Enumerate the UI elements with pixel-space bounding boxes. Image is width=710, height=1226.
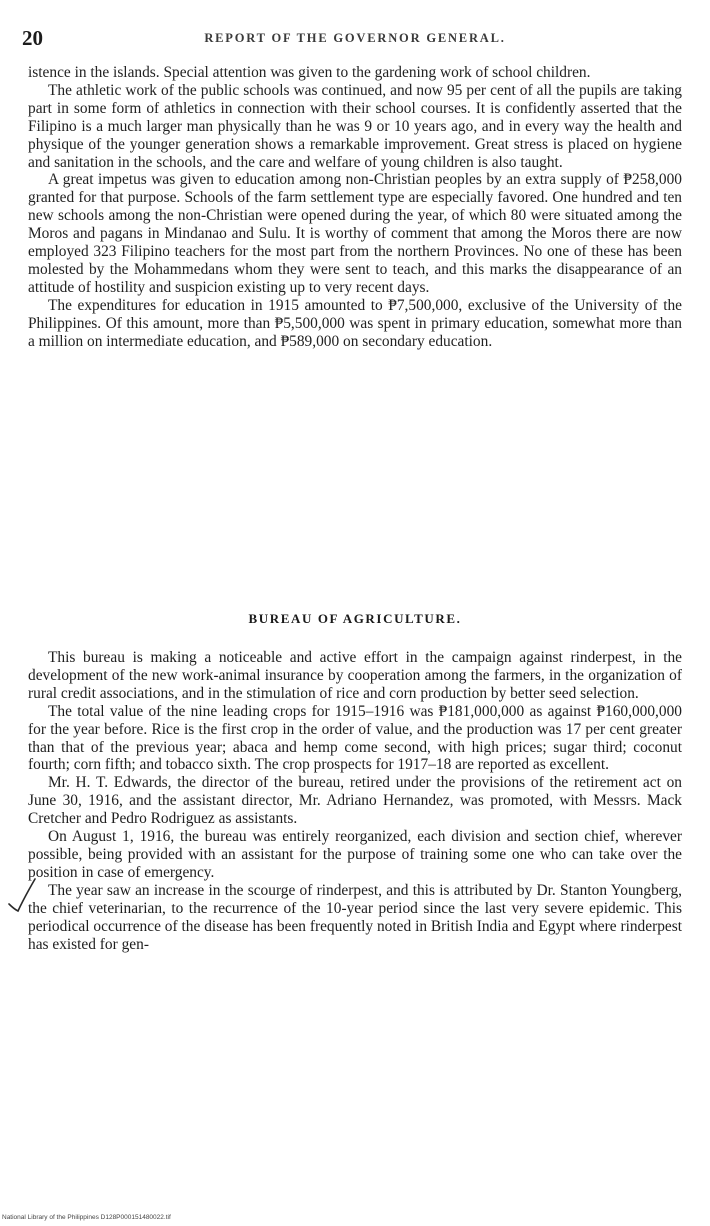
handwritten-check-mark-icon	[5, 874, 39, 914]
paragraph: The year saw an increase in the scourge of rinderpest, and this is attributed by Dr. Stanton Youngberg, the chief veterinarian, to the recurrence of the 10-year period since the last very severe epidemic. This periodical occurrence of the disease has been frequently noted in British India and Egypt where rinderpest has existed for gen-	[28, 881, 682, 953]
education-section	[28, 64, 682, 351]
paragraph: istence in the islands. Special attention was given to the gardening work of school children.	[28, 64, 591, 81]
paragraph: Mr. H. T. Edwards, the director of the bureau, retired under the provisions of the retirement act on June 30, 1916, and the assistant director, Mr. Adriano Hernandez, was promoted, with Messrs. Mack Cretcher and Pedro Rodriguez as assistants.	[28, 774, 682, 828]
scan-footer: National Library of the Philippines D128P000151480022.tif	[2, 1214, 171, 1221]
paragraph: On August 1, 1916, the bureau was entirely reorganized, each division and section chief, wherever possible, being provided with an assistant for the purpose of training some one who can take over the position in case of emergency.	[28, 828, 682, 881]
running-head: REPORT OF THE GOVERNOR GENERAL.	[204, 31, 506, 45]
paragraph: The athletic work of the public schools was continued, and now 95 per cent of all the pupils are taking part in some form of athletics in connection with their school courses. It is confidently asserted that the Filipino is a much larger man physically than he was 9 or 10 years ago, and in every way the health and physique of the younger generation shows a remarkable improvement. Great stress is placed on hygiene and sanitation in the schools, and the care and welfare of young children is also taught.	[28, 81, 682, 171]
agriculture-section	[28, 649, 682, 953]
paragraph: The expenditures for education in 1915 amounted to ₱7,500,000, exclusive of the University of the Philippines. Of this amount, more than ₱5,500,000 was spent in primary education, somewhat more than a million on intermediate education, and ₱589,000 on secondary education.	[28, 296, 682, 350]
paragraph: The total value of the nine leading crops for 1915–1916 was ₱181,000,000 as against ₱160,000,000 for the year before. Rice is the first crop in the order of value, and the production was 17 per cent greater than that of the previous year; abaca and hemp come second, with high prices; sugar third; coconut fourth; corn fifth; and tobacco sixth. The crop prospects for 1917–18 are reported as excellent.	[28, 702, 682, 774]
section-heading: BUREAU OF AGRICULTURE.	[248, 611, 462, 626]
page-number: 20	[22, 26, 43, 50]
paragraph: A great impetus was given to education among non-Christian peoples by an extra supply of ₱258,000 granted for that purpose. Schools of the farm settlement type are especially favored. One hundred and ten new schools among the non-Christian were opened during the year, of which 80 were situated among the Moros and pagans in Mindanao and Sulu. It is worthy of comment that among the Moros there are now employed 323 Filipino teachers for the most part from the northern Provinces. No one of these has been molested by the Mohammedans whom they were sent to teach, and this marks the disappearance of an attitude of hostility and suspicion existing up to very recent days.	[28, 171, 682, 296]
paragraph: This bureau is making a noticeable and active effort in the campaign against rinderpest, in the development of the new work-animal insurance by cooperation among the farmers, in the organization of rural credit associations, and in the stimulation of rice and corn production by better seed selection.	[28, 649, 682, 702]
